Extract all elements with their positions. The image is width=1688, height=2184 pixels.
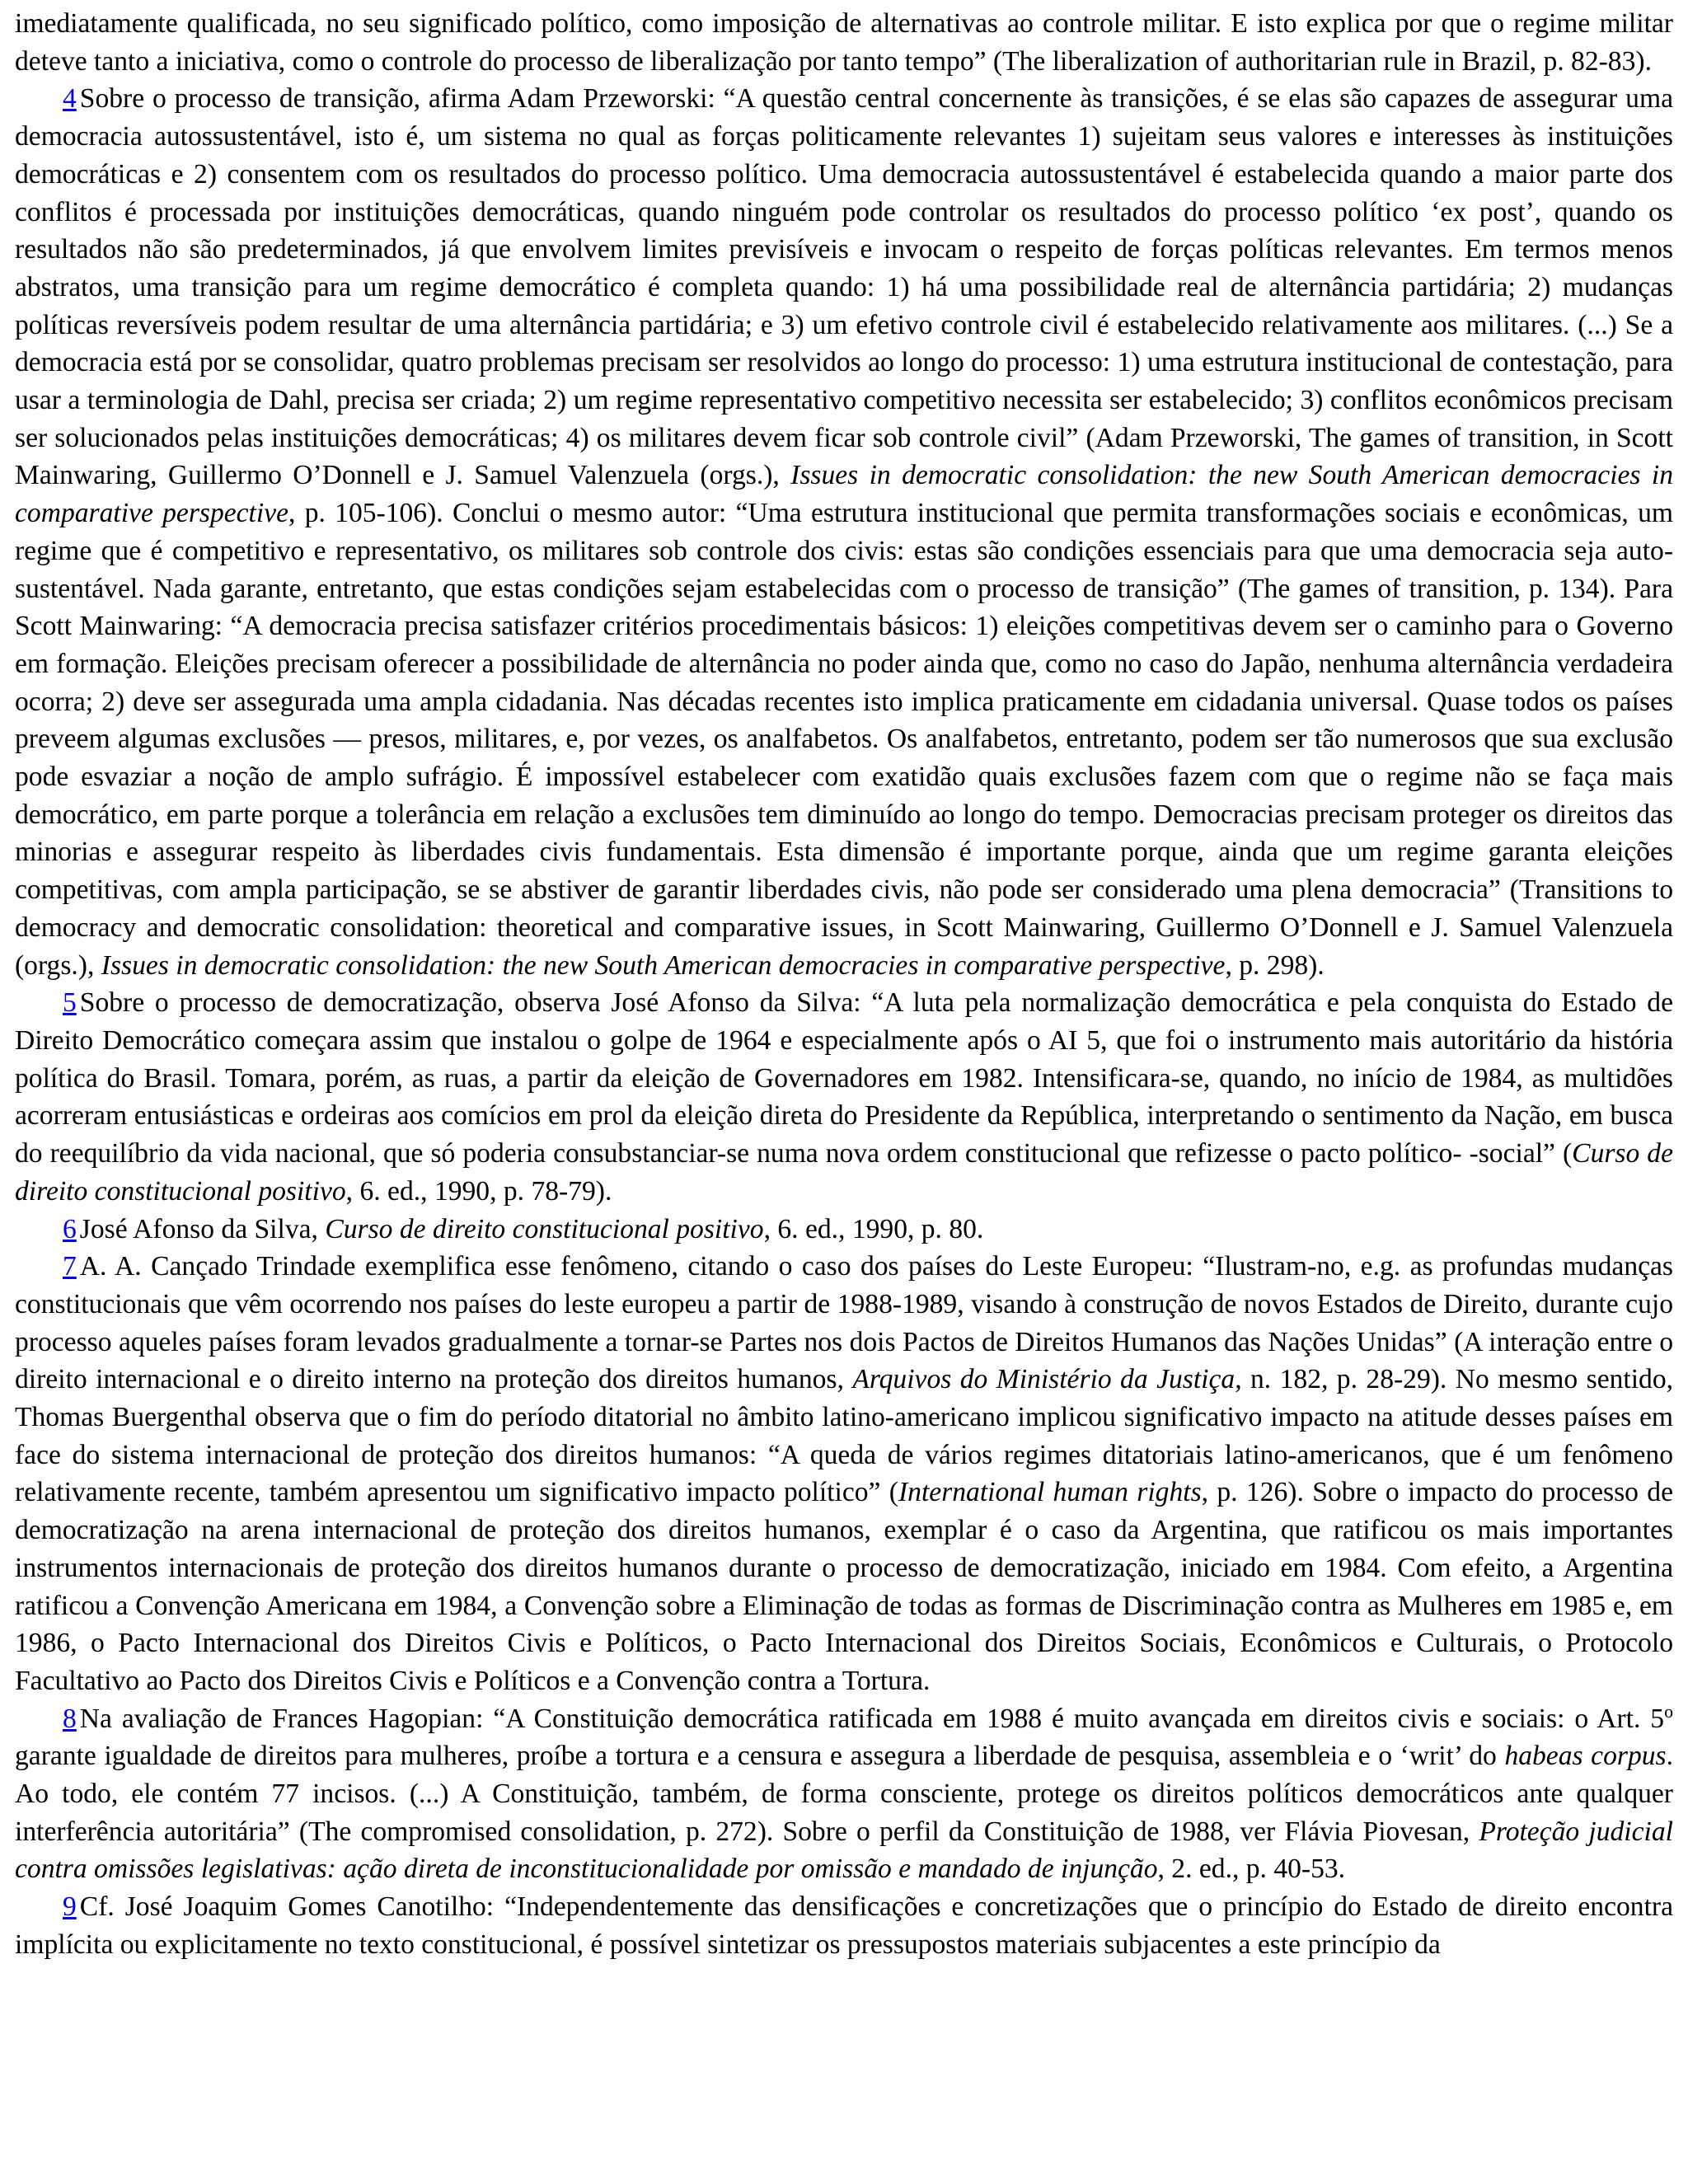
footnote-4 [15, 80, 1673, 984]
footnote-ref-link[interactable]: 6 [63, 1213, 77, 1244]
footnote-ref-link[interactable]: 9 [63, 1891, 77, 1923]
italic-title: Curso de direito constitucional positivo [325, 1213, 764, 1244]
footnote-text: Sobre o processo de democratização, observa José Afonso da Silva: “A luta pela normalização democrática e pela conquista do Estado de Direito Democrático começara assim que instalou o golpe de 1964 e especialmente após o AI 5, que foi o instrumento mais autoritário da história política do Brasil. Tomara, porém, as ruas, a partir da eleição de Governadores em 1982. Intensificara-se, quando, no início de 1984, as multidões acorreram entusiásticas e ordeiras aos comícios em prol da eleição direta do Presidente da República, interpretando o sentimento da Nação, em busca do reequilíbrio da vida nacional, que só poderia consubstanciar-se numa nova ordem constitucional que refizesse o pacto político- -social” ( [15, 987, 1673, 1169]
footnote-text: , n. 182, p. 28-29). No mesmo sentido, Thomas Buergenthal observa que o fim do período ditatorial no âmbito latino-americano implicou significativo impacto na atitude desses países em face do sistema internacional de proteção dos direitos humanos: “A queda de vários regimes ditatoriais latino-americanos, que é um fenômeno relativamente recente, também apresentou um significativo impacto político” ( [15, 1364, 1674, 1508]
italic-title: Arquivos do Ministério da Justiça [852, 1364, 1236, 1395]
footnote-text: Na avaliação de Frances Hagopian: “A Constituição democrática ratificada em 1988 é muito avançada em direitos civis e sociais: o Art. 5 [79, 1703, 1665, 1734]
footnote-text: Cf. José Joaquim Gomes Canotilho: “Independentemente das densificações e concretizações que o princípio do Estado de direito encontra implícita ou explicitamente no texto constitucional, é possível sintetizar os pressupostos materiais subjacentes a este princípio da [15, 1891, 1673, 1960]
footnote-8 [15, 1700, 1673, 1889]
footnotes-page [15, 5, 1673, 1964]
italic-title: Proteção judicial contra omissões legislativas: ação direta de inconstitucionalidade por omissão e mandado de injunção [15, 1816, 1673, 1885]
footnote-text: , 6. ed., 1990, p. 78-79). [345, 1175, 612, 1207]
footnote-text: Sobre o processo de transição, afirma Adam Przeworski: “A questão central concernente às transições, é se elas são capazes de assegurar uma democracia autossustentável, isto é, um sistema no qual as forças politicamente relevantes 1) sujeitam seus valores e interesses às instituições democráticas e 2) consentem com os resultados do processo político. Uma democracia autossustentável é estabelecida quando a maior parte dos conflitos é processada por instituições democráticas, quando ninguém pode controlar os resultados do processo político ‘ex post’, quando os resultados não são predeterminados, já que envolvem limites previsíveis e invocam o respeito de forças políticas relevantes. Em termos menos abstratos, uma transição para um regime democrático é completa quando: 1) há uma possibilidade real de alternância partidária; 2) mudanças políticas reversíveis podem resultar de uma alternância partidária; e 3) um efetivo controle civil é estabelecido relativamente aos militares. (...) Se a democracia está por se consolidar, quatro problemas precisam ser resolvidos ao longo do processo: 1) uma estrutura institucional de contestação, para usar a terminologia de Dahl, precisa ser criada; 2) um regime representativo competitivo necessita ser estabelecido; 3) conflitos econômicos precisam ser solucionados pelas instituições democráticas; 4) os militares devem ficar sob controle civil” (Adam Przeworski, The games of transition, in Scott Mainwaring, Guillermo O’Donnell e J. Samuel Valenzuela (orgs.), [15, 83, 1673, 491]
footnote-text: . Ao todo, ele contém 77 incisos. (...) A Constituição, também, de forma consciente, protege os direitos políticos democráticos ante qualquer interferência autoritária” (The compromised consolidation, p. 272). Sobre o perfil da Constituição de 1988, ver Flávia Piovesan, [15, 1741, 1673, 1847]
italic-title: Curso de direito constitucional positivo [15, 1138, 1673, 1207]
footnote-9 [15, 1888, 1673, 1963]
italic-title: Issues in democratic consolidation: the new South American democracies in comparative perspective [101, 949, 1226, 981]
footnote-7 [15, 1248, 1673, 1699]
italic-title: habeas corpus [1504, 1741, 1667, 1772]
footnote-text: garante igualdade de direitos para mulheres, proíbe a tortura e a censura e assegura a liberdade de pesquisa, assembleia e o ‘writ’ do [15, 1741, 1505, 1772]
footnote-text: , p. 105-106). Conclui o mesmo autor: “Uma estrutura institucional que permita transformações sociais e econômicas, um regime que é competitivo e representativo, os militares sob controle dos civis: estas são condições essenciais para que uma democracia seja auto-sustentável. Nada garante, entretanto, que estas condições sejam estabelecidas com o processo de transição” (The games of transition, p. 134). Para Scott Mainwaring: “A democracia precisa satisfazer critérios procedimentais básicos: 1) eleições competitivas devem ser o caminho para o Governo em formação. Eleições precisam oferecer a possibilidade de alternância no poder ainda que, como no caso do Japão, nenhuma alternância verdadeira ocorra; 2) deve ser assegurada uma ampla cidadania. Nas décadas recentes isto implica praticamente em cidadania universal. Quase todos os países preveem algumas exclusões — presos, militares, e, por vezes, os analfabetos. Os analfabetos, entretanto, podem ser tão numerosos que sua exclusão pode esvaziar a noção de amplo sufrágio. É impossível estabelecer com exatidão quais exclusões fazem com que o regime não se faça mais democrático, em parte porque a tolerância em relação a exclusões tem diminuído ao longo do tempo. Democracias precisam proteger os direitos das minorias e assegurar respeito às liberdades civis fundamentais. Esta dimensão é importante porque, ainda que um regime garanta eleições competitivas, com ampla participação, se se abstiver de garantir liberdades civis, não pode ser considerado uma plena democracia” (Transitions to democracy and democratic consolidation: theoretical and comparative issues, in Scott Mainwaring, Guillermo O’Donnell e J. Samuel Valenzuela (orgs.), [15, 498, 1673, 981]
footnote-text: , p. 126). Sobre o impacto do processo de democratização na arena internacional de proteção dos direitos humanos, exemplar é o caso da Argentina, que ratificou os mais importantes instrumentos internacionais de proteção dos direitos humanos durante o processo de democratização, iniciado em 1984. Com efeito, a Argentina ratificou a Convenção Americana em 1984, a Convenção sobre a Eliminação de todas as formas de Discriminação contra as Mulheres em 1985 e, em 1986, o Pacto Internacional dos Direitos Civis e Políticos, o Pacto Internacional dos Direitos Sociais, Econômicos e Culturais, o Protocolo Facultativo ao Pacto dos Direitos Civis e Políticos e a Convenção contra a Tortura. [15, 1477, 1673, 1696]
footnote-text: A. A. Cançado Trindade exemplifica esse fenômeno, citando o caso dos países do Leste Europeu: “Ilustram-no, e.g. as profundas mudanças constitucionais que vêm ocorrendo nos países do leste europeu a partir de 1988-1989, visando à construção de novos Estados de Direito, durante cujo processo aqueles países foram levados gradualmente a tornar-se Partes nos dois Pactos de Direitos Humanos das Nações Unidas” (A interação entre o direito internacional e o direito interno na proteção dos direitos humanos, [15, 1251, 1673, 1395]
footnote-text: José Afonso da Silva, [79, 1213, 326, 1244]
footnote-ref-link[interactable]: 4 [63, 83, 77, 115]
footnote-5 [15, 984, 1673, 1210]
italic-title: Issues in democratic consolidation: the new South American democracies in comparative perspective [15, 460, 1673, 529]
footnote-continuation [15, 5, 1673, 80]
italic-title: International human rights [898, 1477, 1202, 1508]
footnote-text: , p. 298). [1225, 949, 1325, 981]
footnote-ref-link[interactable]: 5 [63, 987, 77, 1019]
footnote-text: imediatamente qualificada, no seu significado político, como imposição de alternativas ao controle militar. E isto explica por que o regime militar deteve tanto a iniciativa, como o controle do processo de liberalização por tanto tempo” (The liberalization of authoritarian rule in Brazil, p. 82-83). [15, 8, 1673, 77]
footnote-text: , 6. ed., 1990, p. 80. [763, 1213, 984, 1244]
footnote-ref-link[interactable]: 8 [63, 1703, 77, 1734]
footnote-ref-link[interactable]: 7 [63, 1251, 77, 1282]
superscript: o [1664, 1701, 1673, 1722]
footnote-6 [15, 1211, 1673, 1249]
footnote-text: , 2. ed., p. 40-53. [1157, 1854, 1346, 1885]
